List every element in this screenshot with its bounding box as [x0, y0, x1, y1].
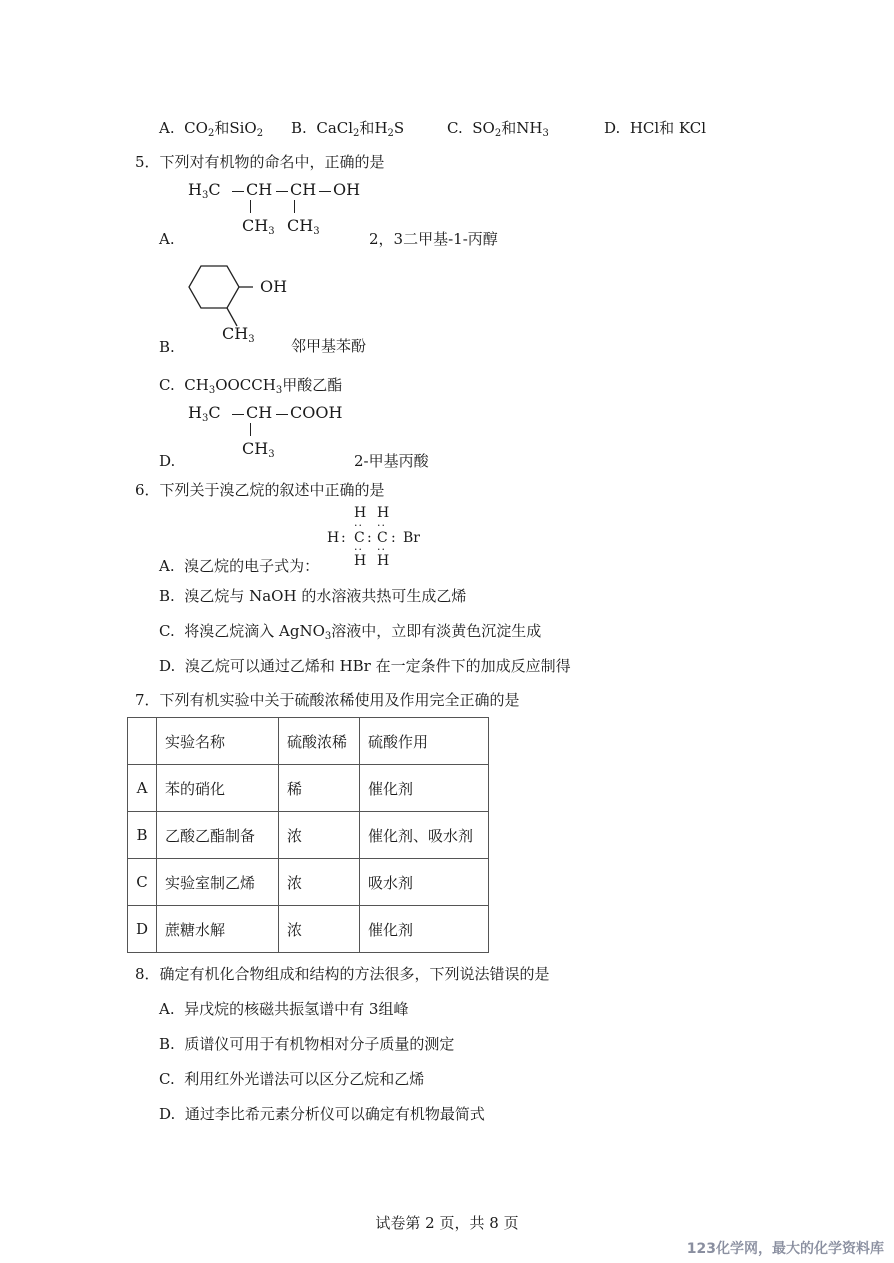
electron-pair: ·· [377, 543, 386, 556]
q5-a-structure [188, 178, 368, 238]
table-cell: 催化剂 [360, 765, 489, 812]
h3c-group: $H_3C$ [188, 403, 221, 424]
table-cell: 吸水剂 [360, 859, 489, 906]
q7-stem: 7．下列有机实验中关于硫酸浓稀使用及作用完全正确的是 [135, 691, 520, 709]
bond [276, 414, 288, 415]
ch3-group: $CH_3$ [287, 216, 320, 237]
q4-option-d: D. HCl和 KCl [604, 119, 707, 137]
table-cell: C [128, 859, 157, 906]
table-cell: 浓 [279, 906, 360, 953]
ch3-group: $CH_3$ [242, 439, 275, 460]
q5-option-a-label: A. [159, 230, 175, 248]
table-cell: B [128, 812, 157, 859]
q5-option-b-label: B. [159, 338, 175, 356]
q8-option-c: C. 利用红外光谱法可以区分乙烷和乙烯 [159, 1070, 425, 1088]
q8-option-b: B. 质谱仪可用于有机物相对分子质量的测定 [159, 1035, 455, 1053]
ch-group: CH [246, 403, 273, 422]
table-cell: 催化剂、吸水剂 [360, 812, 489, 859]
q6-option-a: A. 溴乙烷的电子式为： [159, 557, 320, 575]
oh-group: OH [333, 180, 361, 199]
table-row [128, 765, 489, 812]
q5-option-d-name: 2-甲基丙酸 [354, 452, 429, 470]
ch-group: CH [246, 180, 273, 199]
q4-option-c: C. $SO_2$和$NH_3$ [447, 119, 549, 139]
table-cell: 实验室制乙烯 [157, 859, 279, 906]
table-cell: 苯的硝化 [157, 765, 279, 812]
table-row [128, 812, 489, 859]
ch3-group: $CH_3$ [242, 216, 275, 237]
q5-option-a-name: 2，3二甲基-1-丙醇 [369, 230, 498, 248]
bond [250, 200, 251, 213]
bond [319, 191, 331, 192]
q5-stem: 5．下列对有机物的命名中，正确的是 [135, 153, 385, 171]
q4-option-b: B. CaCl$_2$和$H_2S$ [291, 119, 405, 139]
header-cell: 硫酸作用 [360, 718, 489, 765]
header-cell: 实验名称 [157, 718, 279, 765]
q8-option-d: D. 通过李比希元素分析仪可以确定有机物最简式 [159, 1105, 485, 1123]
q6-option-b: B. 溴乙烷与 NaOH 的水溶液共热可生成乙烯 [159, 587, 467, 605]
header-cell: 硫酸浓稀 [279, 718, 360, 765]
sulfuric-acid-table [127, 717, 489, 953]
bond [232, 414, 244, 415]
watermark: 123化学网，最大的化学资料库 [686, 1241, 884, 1257]
q6-option-d: D. 溴乙烷可以通过乙烯和 HBr 在一定条件下的加成反应制得 [159, 657, 571, 675]
table-cell: 稀 [279, 765, 360, 812]
cyclohexane-ring [185, 260, 255, 328]
q5-option-c: C. $CH_3OOCCH_3$甲酸乙酯 [159, 376, 343, 396]
table-cell: 催化剂 [360, 906, 489, 953]
bond [294, 200, 295, 213]
bond [250, 423, 251, 436]
table-cell: D [128, 906, 157, 953]
ch3-group: $CH_3$ [222, 324, 255, 345]
cooh-group: COOH [290, 403, 343, 422]
electron-formula: H H H : C : C : Br H H ·· ·· ·· ·· [327, 505, 420, 569]
table-cell: 蔗糖水解 [157, 906, 279, 953]
q5-option-b-name: 邻甲基苯酚 [291, 337, 367, 355]
table-header-row [128, 718, 489, 765]
q8-option-a: A. 异戊烷的核磁共振氢谱中有 3组峰 [159, 1000, 409, 1018]
electron-pair: ·· [354, 543, 363, 556]
page-footer: 试卷第 2 页，共 8 页 [375, 1214, 519, 1232]
table-row [128, 859, 489, 906]
header-cell [128, 718, 157, 765]
bond [232, 191, 244, 192]
q5-d-structure [188, 401, 368, 461]
table-row [128, 906, 489, 953]
electron-pair: ·· [354, 519, 363, 532]
q6-stem: 6．下列关于溴乙烷的叙述中正确的是 [135, 481, 385, 499]
table-cell: 乙酸乙酯制备 [157, 812, 279, 859]
q4-option-a: A. $CO_2$和SiO$_2$ [159, 119, 264, 139]
ch-group: CH [290, 180, 317, 199]
table-cell: A [128, 765, 157, 812]
h3c-group: $H_3C$ [188, 180, 221, 201]
table-cell: 浓 [279, 812, 360, 859]
q6-option-c: C. 将溴乙烷滴入 AgNO$_3$溶液中，立即有淡黄色沉淀生成 [159, 622, 542, 642]
bond [276, 191, 288, 192]
table-cell: 浓 [279, 859, 360, 906]
q5-option-d-label: D. [159, 452, 176, 470]
q8-stem: 8．确定有机化合物组成和结构的方法很多，下列说法错误的是 [135, 965, 550, 983]
oh-group: OH [260, 277, 288, 296]
electron-pair: ·· [377, 519, 386, 532]
